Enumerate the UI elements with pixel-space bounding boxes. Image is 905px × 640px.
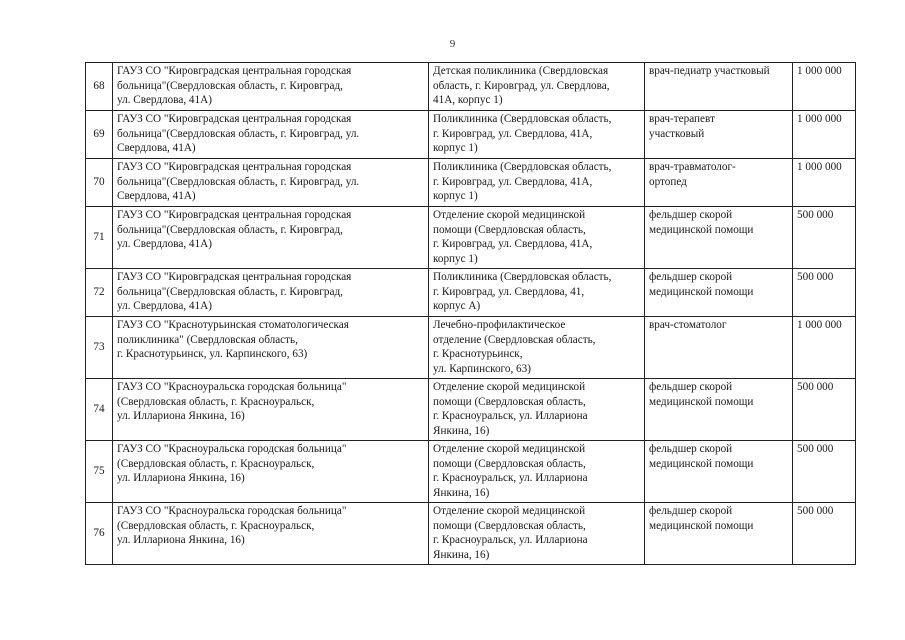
cell-line: Отделение скорой медицинской (433, 505, 586, 517)
position-cell (645, 207, 793, 269)
vacancy-table (85, 62, 856, 565)
cell-line: врач-стоматолог (649, 319, 727, 331)
department-cell (429, 379, 645, 441)
department-cell (429, 63, 645, 111)
cell-line: больница"(Свердловская область, г. Кировград, ул. (117, 175, 360, 188)
organization-cell (113, 379, 429, 441)
cell-line: г. Краснотурьинск, ул. Карпинского, 63) (117, 348, 308, 360)
organization-cell (113, 207, 429, 269)
cell-line: г. Красноуральск, ул. Иллариона (433, 534, 588, 546)
row-number: 74 (86, 379, 113, 441)
row-number: 72 (86, 269, 113, 317)
cell-line: ГАУЗ СО "Кировградская центральная городская (117, 271, 352, 283)
cell-line: (Свердловская область, г. Красноуральск, (117, 457, 315, 470)
position-cell (645, 503, 793, 565)
row-number: 68 (86, 63, 113, 111)
cell-line: г. Красноуральск, ул. Иллариона (433, 472, 588, 484)
cell-line: больница"(Свердловская область, г. Кировград, (117, 79, 343, 92)
cell-line: Отделение скорой медицинской (433, 381, 586, 393)
cell-line: (Свердловская область, г. Красноуральск, (117, 519, 315, 532)
table-row (86, 63, 856, 111)
department-cell (429, 441, 645, 503)
cell-line: ул. Иллариона Янкина, 16) (117, 472, 245, 484)
organization-cell (113, 503, 429, 565)
cell-line: Янкина, 16) (433, 424, 490, 437)
position-cell (645, 379, 793, 441)
department-cell (429, 159, 645, 207)
cell-line: Янкина, 16) (433, 548, 490, 561)
table-body (86, 63, 856, 565)
table-row (86, 379, 856, 441)
amount-cell: 1 000 000 (793, 111, 856, 159)
cell-line: ортопед (649, 175, 687, 188)
cell-line: (Свердловская область, г. Красноуральск, (117, 395, 315, 408)
cell-line: отделение (Свердловская область, (433, 333, 596, 346)
cell-line: ул. Карпинского, 63) (433, 362, 531, 375)
cell-line: Свердлова, 41А) (117, 190, 196, 202)
cell-line: ул. Иллариона Янкина, 16) (117, 534, 245, 546)
cell-line: помощи (Свердловская область, (433, 223, 586, 236)
department-cell (429, 317, 645, 379)
cell-line: г. Кировград, ул. Свердлова, 41, (433, 285, 585, 298)
cell-line: медицинской помощи (649, 457, 754, 470)
amount-cell: 500 000 (793, 441, 856, 503)
row-number: 69 (86, 111, 113, 159)
row-number: 76 (86, 503, 113, 565)
organization-cell (113, 317, 429, 379)
page-number: 9 (449, 38, 456, 50)
cell-line: ГАУЗ СО "Краснотурьинская стоматологическая (117, 319, 349, 331)
cell-line: корпус 1) (433, 142, 478, 154)
cell-line: больница"(Свердловская область, г. Кировград, (117, 285, 343, 298)
cell-line: помощи (Свердловская область, (433, 395, 586, 408)
organization-cell (113, 63, 429, 111)
row-number: 71 (86, 207, 113, 269)
cell-line: больница"(Свердловская область, г. Кировград, (117, 223, 343, 236)
cell-line: Отделение скорой медицинской (433, 443, 586, 455)
cell-line: ГАУЗ СО "Красноуральска городская больница" (117, 381, 347, 393)
table-row (86, 503, 856, 565)
organization-cell (113, 159, 429, 207)
cell-line: Янкина, 16) (433, 486, 490, 499)
cell-line: ГАУЗ СО "Кировградская центральная городская (117, 113, 352, 125)
cell-line: ГАУЗ СО "Кировградская центральная городская (117, 65, 352, 77)
organization-cell (113, 441, 429, 503)
cell-line: ул. Свердлова, 41А) (117, 94, 212, 106)
cell-line: корпус 1) (433, 190, 478, 202)
table-row (86, 207, 856, 269)
table-row (86, 159, 856, 207)
table-row (86, 269, 856, 317)
amount-cell: 500 000 (793, 379, 856, 441)
cell-line: ГАУЗ СО "Кировградская центральная городская (117, 161, 352, 173)
cell-line: фельдшер скорой (649, 443, 733, 455)
department-cell (429, 207, 645, 269)
department-cell (429, 503, 645, 565)
cell-line: г. Кировград, ул. Свердлова, 41А, (433, 127, 593, 140)
cell-line: больница"(Свердловская область, г. Кировград, ул. (117, 127, 360, 140)
cell-line: ул. Свердлова, 41А) (117, 300, 212, 312)
cell-line: корпус 1) (433, 252, 478, 265)
organization-cell (113, 269, 429, 317)
cell-line: г. Кировград, ул. Свердлова, 41А, (433, 175, 593, 188)
cell-line: медицинской помощи (649, 395, 754, 408)
amount-cell: 1 000 000 (793, 63, 856, 111)
amount-cell: 500 000 (793, 207, 856, 269)
cell-line: участковый (649, 127, 705, 140)
organization-cell (113, 111, 429, 159)
position-cell (645, 269, 793, 317)
cell-line: Детская поликлиника (Свердловская (433, 65, 609, 77)
cell-line: г. Кировград, ул. Свердлова, 41А, (433, 238, 593, 250)
cell-line: помощи (Свердловская область, (433, 457, 586, 470)
cell-line: медицинской помощи (649, 285, 754, 298)
cell-line: Поликлиника (Свердловская область, (433, 113, 612, 125)
cell-line: медицинской помощи (649, 519, 754, 532)
cell-line: г. Красноуральск, ул. Иллариона (433, 410, 588, 422)
table-row (86, 441, 856, 503)
cell-line: ГАУЗ СО "Красноуральска городская больница" (117, 505, 347, 517)
cell-line: 41А, корпус 1) (433, 94, 503, 106)
amount-cell: 500 000 (793, 269, 856, 317)
table-row (86, 317, 856, 379)
amount-cell: 1 000 000 (793, 159, 856, 207)
cell-line: поликлиника" (Свердловская область, (117, 333, 298, 346)
cell-line: медицинской помощи (649, 223, 754, 236)
cell-line: корпус А) (433, 300, 481, 312)
cell-line: г. Краснотурьинск, (433, 348, 523, 360)
cell-line: Отделение скорой медицинской (433, 209, 586, 221)
amount-cell: 1 000 000 (793, 317, 856, 379)
cell-line: врач-терапевт (649, 113, 715, 125)
table-row (86, 111, 856, 159)
department-cell (429, 269, 645, 317)
position-cell (645, 441, 793, 503)
cell-line: фельдшер скорой (649, 505, 733, 517)
position-cell (645, 317, 793, 379)
cell-line: область, г. Кировград, ул. Свердлова, (433, 79, 610, 92)
cell-line: ГАУЗ СО "Красноуральска городская больница" (117, 443, 347, 455)
cell-line: фельдшер скорой (649, 271, 733, 283)
row-number: 73 (86, 317, 113, 379)
cell-line: помощи (Свердловская область, (433, 519, 586, 532)
amount-cell: 500 000 (793, 503, 856, 565)
cell-line: Поликлиника (Свердловская область, (433, 271, 612, 283)
row-number: 70 (86, 159, 113, 207)
position-cell (645, 159, 793, 207)
position-cell (645, 111, 793, 159)
cell-line: фельдшер скорой (649, 209, 733, 221)
cell-line: врач-травматолог- (649, 161, 736, 173)
cell-line: Поликлиника (Свердловская область, (433, 161, 612, 173)
row-number: 75 (86, 441, 113, 503)
cell-line: Лечебно-профилактическое (433, 319, 566, 331)
position-cell (645, 63, 793, 111)
cell-line: ул. Свердлова, 41А) (117, 238, 212, 250)
cell-line: фельдшер скорой (649, 381, 733, 393)
cell-line: врач-педиатр участковый (649, 65, 770, 77)
cell-line: ул. Иллариона Янкина, 16) (117, 410, 245, 422)
cell-line: ГАУЗ СО "Кировградская центральная городская (117, 209, 352, 221)
cell-line: Свердлова, 41А) (117, 142, 196, 154)
department-cell (429, 111, 645, 159)
